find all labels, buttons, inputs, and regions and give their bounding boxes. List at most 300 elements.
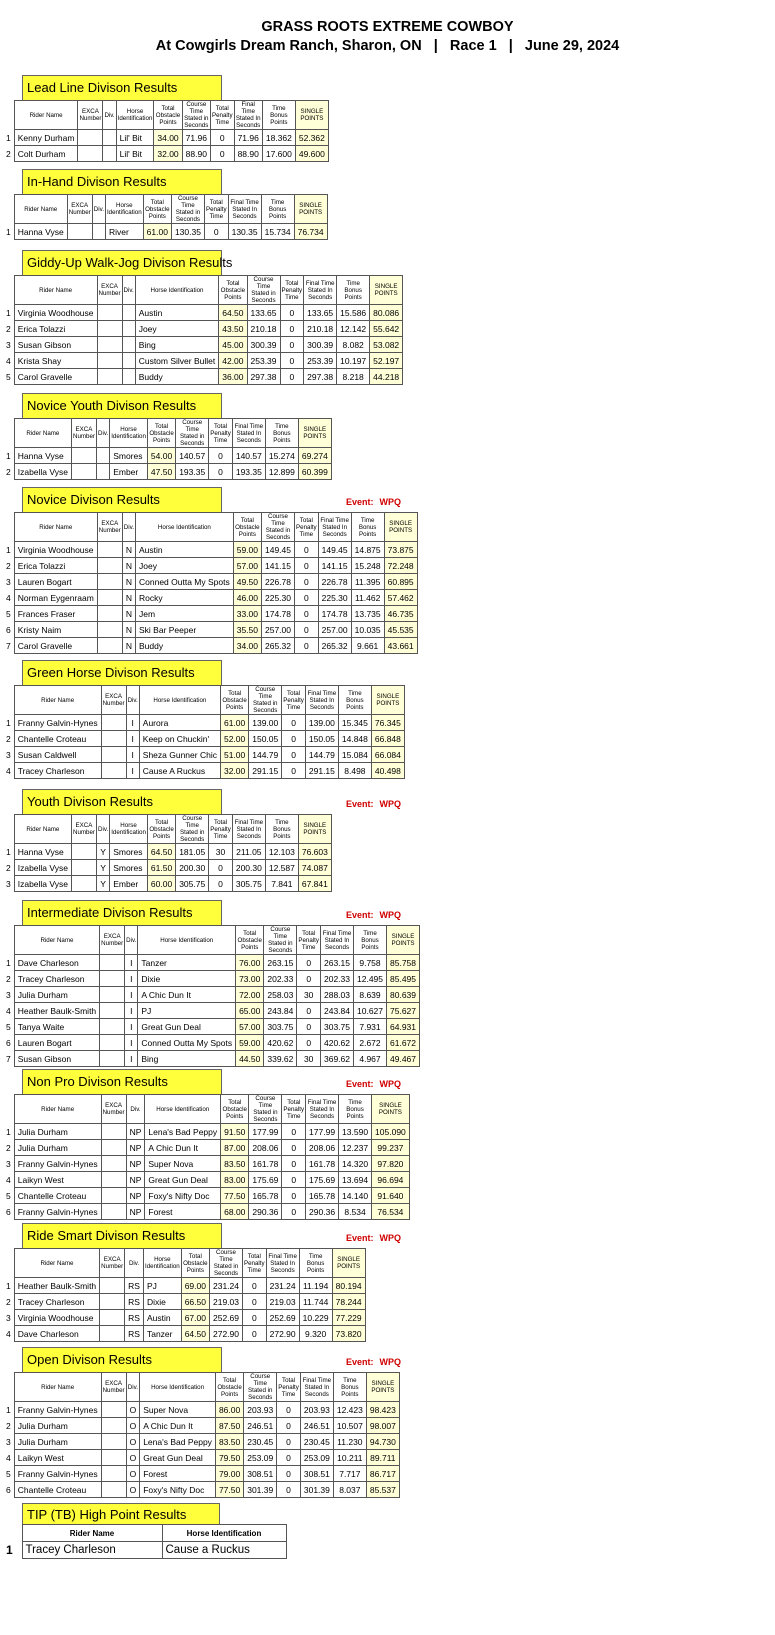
place-cell: 3 <box>6 1436 11 1447</box>
single-cell: 105.090 <box>372 1124 410 1140</box>
obstacle-cell: 61.00 <box>220 715 248 731</box>
header-exca: EXCA Number <box>101 1095 126 1124</box>
penalty-cell: 0 <box>209 876 233 892</box>
single-cell: 73.875 <box>384 542 417 558</box>
bonus-cell: 12.103 <box>265 844 298 860</box>
table-row <box>6 1204 409 1220</box>
table-row <box>6 1326 365 1342</box>
rider-cell: Chantelle Croteau <box>14 1188 101 1204</box>
header-final: Final Time Stated In Seconds <box>228 195 261 224</box>
division-table <box>6 1094 410 1220</box>
exca-cell <box>97 638 122 654</box>
horse-cell: Austin <box>135 305 219 321</box>
header-course: Course Time Stated in Seconds <box>244 1373 277 1402</box>
header-bonus: Time Bonus Points <box>333 1373 366 1402</box>
single-cell: 72.248 <box>384 558 417 574</box>
header-rider: Rider Name <box>14 276 97 305</box>
exca-cell <box>97 305 122 321</box>
single-cell: 98.423 <box>366 1402 399 1418</box>
header-exca: EXCA Number <box>78 101 103 130</box>
obstacle-cell: 36.00 <box>219 369 247 385</box>
rider-cell: Hanna Vyse <box>14 844 71 860</box>
table-header-row <box>6 926 420 955</box>
bonus-cell: 12.142 <box>337 321 370 337</box>
course-cell: 208.06 <box>249 1140 282 1156</box>
bonus-cell: 15.274 <box>265 448 298 464</box>
final-cell: 193.35 <box>232 464 265 480</box>
final-cell: 144.79 <box>305 747 338 763</box>
header-obstacle: Total Obstacle Points <box>154 101 182 130</box>
bonus-cell: 8.037 <box>333 1482 366 1498</box>
final-cell: 175.69 <box>306 1172 339 1188</box>
penalty-cell: 0 <box>282 747 306 763</box>
penalty-cell: 0 <box>242 1310 266 1326</box>
place-cell: 1 <box>6 307 11 318</box>
header-div: Div. <box>122 276 135 305</box>
rider-cell: Carol Gravelle <box>14 369 97 385</box>
header-obstacle: Total Obstacle Points <box>221 1095 249 1124</box>
bonus-cell: 10.229 <box>299 1310 332 1326</box>
rider-cell: Julia Durham <box>14 1124 101 1140</box>
bonus-cell: 13.735 <box>351 606 384 622</box>
bonus-cell: 15.345 <box>338 715 371 731</box>
rider-cell: Julia Durham <box>14 1434 101 1450</box>
bonus-cell: 15.586 <box>337 305 370 321</box>
rider-cell: Susan Gibson <box>14 337 97 353</box>
exca-cell <box>67 224 92 240</box>
bonus-cell: 13.590 <box>339 1124 372 1140</box>
rider-cell: Izabella Vyse <box>14 860 71 876</box>
div-cell: O <box>126 1482 140 1498</box>
penalty-cell: 0 <box>297 955 321 971</box>
header-div: Div. <box>103 101 116 130</box>
header-penalty: Total Penalty Time <box>277 1373 301 1402</box>
single-cell: 40.498 <box>371 763 404 779</box>
table-row <box>6 1278 365 1294</box>
obstacle-cell: 87.50 <box>215 1418 243 1434</box>
header-obstacle: Total Obstacle Points <box>147 815 175 844</box>
header-penalty: Total Penalty Time <box>210 101 234 130</box>
event-value: WPQ <box>379 910 402 920</box>
table-row <box>6 1418 399 1434</box>
single-cell: 46.735 <box>384 606 417 622</box>
div-cell: N <box>122 590 135 606</box>
div-cell: I <box>125 1035 138 1051</box>
bonus-cell: 17.600 <box>262 146 295 162</box>
exca-cell <box>78 130 103 146</box>
place-cell: 3 <box>6 989 11 1000</box>
event-label: Event: <box>346 497 374 507</box>
penalty-cell: 0 <box>282 731 306 747</box>
single-cell: 76.534 <box>372 1204 410 1220</box>
single-cell: 43.661 <box>384 638 417 654</box>
table-header-row <box>6 686 404 715</box>
course-cell: 193.35 <box>176 464 209 480</box>
horse-cell: Lena's Bad Peppy <box>145 1124 221 1140</box>
event-value: WPQ <box>379 497 402 507</box>
place-cell: 2 <box>6 560 11 571</box>
course-cell: 139.00 <box>249 715 282 731</box>
div-cell: Y <box>96 860 109 876</box>
horse-cell: Austin <box>136 542 234 558</box>
event-tag <box>346 1233 401 1243</box>
header-obstacle: Total Obstacle Points <box>143 195 171 224</box>
place-header <box>6 815 14 844</box>
table-row <box>6 1172 409 1188</box>
bonus-cell: 12.495 <box>354 971 387 987</box>
division-table <box>6 814 332 892</box>
header-div: Div. <box>96 419 109 448</box>
div-cell <box>122 337 135 353</box>
final-cell: 231.24 <box>266 1278 299 1294</box>
div-cell: NP <box>126 1204 145 1220</box>
place-cell: 2 <box>6 1142 11 1153</box>
rider-cell: Hanna Vyse <box>14 448 71 464</box>
header-rider: Rider Name <box>14 686 101 715</box>
obstacle-cell: 87.00 <box>221 1140 249 1156</box>
place-cell: 1 <box>6 846 11 857</box>
table-header-row <box>6 195 327 224</box>
horse-cell: Aurora <box>139 715 220 731</box>
course-cell: 290.36 <box>249 1204 282 1220</box>
final-cell: 71.96 <box>234 130 262 146</box>
header-div: Div. <box>125 926 138 955</box>
horse-cell: Ski Bar Peeper <box>136 622 234 638</box>
final-cell: 305.75 <box>232 876 265 892</box>
table-row <box>6 542 417 558</box>
obstacle-cell: 79.50 <box>215 1450 243 1466</box>
tip-rider: Tracey Charleson <box>22 1542 162 1559</box>
header-penalty: Total Penalty Time <box>295 513 319 542</box>
header-horse: Horse Identification <box>138 926 236 955</box>
single-cell: 91.640 <box>372 1188 410 1204</box>
div-cell <box>122 353 135 369</box>
header-exca: EXCA Number <box>71 419 96 448</box>
place-cell: 3 <box>6 749 11 760</box>
header-course: Course Time Stated in Seconds <box>184 101 209 129</box>
table-header-row <box>6 513 417 542</box>
event-label: Event: <box>346 1357 374 1367</box>
exca-cell <box>101 1466 126 1482</box>
horse-cell: Tanzer <box>138 955 236 971</box>
bonus-cell: 4.967 <box>354 1051 387 1067</box>
header-div: Div. <box>92 195 105 224</box>
final-cell: 300.39 <box>304 337 337 353</box>
course-cell: 253.39 <box>247 353 280 369</box>
header-single: SINGLE POINTS <box>294 195 327 224</box>
place-cell: 5 <box>6 1021 11 1032</box>
obstacle-cell: 72.00 <box>236 987 264 1003</box>
exca-cell <box>97 542 122 558</box>
header-bonus: Time Bonus Points <box>265 815 298 844</box>
final-cell: 290.36 <box>306 1204 339 1220</box>
horse-cell: Joey <box>135 321 219 337</box>
obstacle-cell: 83.00 <box>221 1172 249 1188</box>
table-row <box>6 876 331 892</box>
obstacle-cell: 59.00 <box>236 1035 264 1051</box>
horse-cell: Sheza Gunner Chic <box>139 747 220 763</box>
obstacle-cell: 69.00 <box>181 1278 209 1294</box>
single-cell: 49.467 <box>387 1051 420 1067</box>
event-value: WPQ <box>379 799 402 809</box>
final-cell: 211.05 <box>232 844 265 860</box>
course-cell: 149.45 <box>262 542 295 558</box>
final-cell: 200.30 <box>232 860 265 876</box>
div-cell: I <box>126 731 139 747</box>
division-title: Novice Divison Results <box>22 487 222 513</box>
rider-cell: Hanna Vyse <box>14 224 67 240</box>
single-cell: 76.734 <box>294 224 327 240</box>
bonus-cell: 12.423 <box>333 1402 366 1418</box>
course-cell: 181.05 <box>176 844 209 860</box>
exca-cell <box>100 1326 125 1342</box>
division-table <box>6 418 332 480</box>
division-table <box>6 512 418 654</box>
exca-cell <box>101 1188 126 1204</box>
single-cell: 78.244 <box>332 1294 365 1310</box>
place-cell: 2 <box>6 1296 11 1307</box>
division-title: Non Pro Divison Results <box>22 1069 222 1095</box>
final-cell: 253.09 <box>300 1450 333 1466</box>
table-row <box>6 1434 399 1450</box>
single-cell: 76.345 <box>371 715 404 731</box>
obstacle-cell: 86.00 <box>215 1402 243 1418</box>
event-tag <box>346 799 401 809</box>
penalty-cell: 0 <box>282 1156 306 1172</box>
horse-cell: A Chic Dun It <box>138 987 236 1003</box>
exca-cell <box>71 860 96 876</box>
exca-cell <box>97 337 122 353</box>
header-bonus: Time Bonus Points <box>265 419 298 448</box>
penalty-cell: 0 <box>242 1278 266 1294</box>
penalty-cell: 0 <box>209 448 233 464</box>
exca-cell <box>97 574 122 590</box>
place-cell: 5 <box>6 608 11 619</box>
exca-cell <box>101 1204 126 1220</box>
final-cell: 252.69 <box>266 1310 299 1326</box>
table-row <box>6 606 417 622</box>
bonus-cell: 12.587 <box>265 860 298 876</box>
div-cell: Y <box>96 844 109 860</box>
division-table <box>6 1248 366 1342</box>
tip-header-row <box>6 1525 286 1542</box>
div-cell: N <box>122 606 135 622</box>
final-cell: 272.90 <box>266 1326 299 1342</box>
header-bonus: Time Bonus Points <box>299 1249 332 1278</box>
place-cell: 2 <box>6 148 11 159</box>
div-cell: NP <box>126 1156 145 1172</box>
header-rider: Rider Name <box>14 1249 99 1278</box>
course-cell: 253.09 <box>244 1450 277 1466</box>
header-obstacle: Total Obstacle Points <box>233 513 261 542</box>
obstacle-cell: 43.50 <box>219 321 247 337</box>
exca-cell <box>97 606 122 622</box>
header-single: SINGLE POINTS <box>387 926 420 955</box>
final-cell: 202.33 <box>321 971 354 987</box>
header-course: Course Time Stated in Seconds <box>247 276 280 305</box>
header-obstacle: Total Obstacle Points <box>236 926 264 955</box>
obstacle-cell: 47.50 <box>147 464 175 480</box>
course-cell: 174.78 <box>262 606 295 622</box>
final-cell: 230.45 <box>300 1434 333 1450</box>
table-row <box>6 622 417 638</box>
final-cell: 165.78 <box>306 1188 339 1204</box>
single-cell: 85.758 <box>387 955 420 971</box>
div-cell: I <box>125 987 138 1003</box>
final-cell: 88.90 <box>234 146 262 162</box>
header-course: Course Time Stated in Seconds <box>171 195 204 224</box>
table-row <box>6 321 403 337</box>
obstacle-cell: 66.50 <box>181 1294 209 1310</box>
penalty-cell: 0 <box>295 590 319 606</box>
single-cell: 76.603 <box>298 844 331 860</box>
tip-horse-header: Horse Identification <box>162 1525 286 1542</box>
header-final: Final Time Stated In Seconds <box>232 815 265 844</box>
table-row <box>6 763 404 779</box>
tip-place: 1 <box>6 1543 13 1557</box>
header-final: Final Time Stated In Seconds <box>321 926 354 955</box>
obstacle-cell: 42.00 <box>219 353 247 369</box>
bonus-cell: 14.848 <box>338 731 371 747</box>
obstacle-cell: 34.00 <box>154 130 182 146</box>
tip-results-table <box>6 1524 287 1559</box>
exca-cell <box>101 1482 126 1498</box>
place-cell: 4 <box>6 1452 11 1463</box>
bonus-cell: 10.507 <box>333 1418 366 1434</box>
obstacle-cell: 32.00 <box>220 763 248 779</box>
place-header <box>6 926 14 955</box>
header-course: Course Time Stated in Seconds <box>249 686 282 715</box>
bonus-cell: 8.498 <box>338 763 371 779</box>
rider-cell: Dave Charleson <box>14 1326 99 1342</box>
header-exca: EXCA Number <box>101 1373 126 1402</box>
table-row <box>6 844 331 860</box>
header-rider: Rider Name <box>14 1095 101 1124</box>
rider-cell: Frances Fraser <box>14 606 97 622</box>
obstacle-cell: 59.00 <box>233 542 261 558</box>
final-cell: 203.93 <box>300 1402 333 1418</box>
header-horse: Horse Identification <box>116 101 154 130</box>
place-cell: 1 <box>6 544 11 555</box>
rider-cell: Kristy Naim <box>14 622 97 638</box>
penalty-cell: 0 <box>209 464 233 480</box>
horse-cell: Lil' Bit <box>116 130 154 146</box>
header-exca: EXCA Number <box>97 276 122 305</box>
course-cell: 202.33 <box>264 971 297 987</box>
rider-cell: Virginia Woodhouse <box>14 542 97 558</box>
header-obstacle: Total Obstacle Points <box>181 1249 209 1278</box>
div-cell: O <box>126 1418 140 1434</box>
final-cell: 149.45 <box>318 542 351 558</box>
div-cell: O <box>126 1434 140 1450</box>
bonus-cell: 11.230 <box>333 1434 366 1450</box>
header-penalty: Total Penalty Time <box>280 276 304 305</box>
final-cell: 265.32 <box>318 638 351 654</box>
final-cell: 297.38 <box>304 369 337 385</box>
obstacle-cell: 34.00 <box>233 638 261 654</box>
bonus-cell: 11.395 <box>351 574 384 590</box>
horse-cell: Buddy <box>136 638 234 654</box>
table-row <box>6 1051 420 1067</box>
course-cell: 165.78 <box>249 1188 282 1204</box>
single-cell: 94.730 <box>366 1434 399 1450</box>
course-cell: 291.15 <box>249 763 282 779</box>
place-cell: 4 <box>6 765 11 776</box>
bonus-cell: 11.744 <box>299 1294 332 1310</box>
exca-cell <box>100 955 125 971</box>
header-final: Final Time Stated In Seconds <box>305 686 338 715</box>
table-row <box>6 747 404 763</box>
penalty-cell: 0 <box>295 638 319 654</box>
header-bonus: Time Bonus Points <box>338 686 371 715</box>
horse-cell: Custom Silver Bullet <box>135 353 219 369</box>
table-header-row <box>6 1095 409 1124</box>
div-cell: N <box>122 574 135 590</box>
exca-cell <box>97 590 122 606</box>
single-cell: 49.600 <box>295 146 328 162</box>
penalty-cell: 0 <box>295 606 319 622</box>
exca-cell <box>101 1140 126 1156</box>
course-cell: 339.62 <box>264 1051 297 1067</box>
div-cell: N <box>122 542 135 558</box>
exca-cell <box>100 1003 125 1019</box>
bonus-cell: 11.462 <box>351 590 384 606</box>
bonus-cell: 14.875 <box>351 542 384 558</box>
single-cell: 80.086 <box>370 305 403 321</box>
horse-cell: A Chic Dun It <box>140 1418 216 1434</box>
final-cell: 226.78 <box>318 574 351 590</box>
penalty-cell: 0 <box>210 146 234 162</box>
single-cell: 67.841 <box>298 876 331 892</box>
header-penalty: Total Penalty Time <box>242 1249 266 1278</box>
table-row <box>6 1402 399 1418</box>
horse-cell: Forest <box>145 1204 221 1220</box>
single-cell: 85.495 <box>387 971 420 987</box>
course-cell: 265.32 <box>262 638 295 654</box>
header-obstacle: Total Obstacle Points <box>219 276 247 305</box>
table-row <box>6 1140 409 1156</box>
obstacle-cell: 57.00 <box>233 558 261 574</box>
div-cell: I <box>126 747 139 763</box>
header-single: SINGLE POINTS <box>366 1373 399 1402</box>
place-header <box>6 513 14 542</box>
table-row <box>6 971 420 987</box>
obstacle-cell: 44.50 <box>236 1051 264 1067</box>
exca-cell <box>97 353 122 369</box>
bonus-cell: 8.218 <box>337 369 370 385</box>
header-single: SINGLE POINTS <box>298 419 331 448</box>
exca-cell <box>100 1019 125 1035</box>
event-value: WPQ <box>379 1233 402 1243</box>
div-cell: O <box>126 1466 140 1482</box>
table-row <box>6 448 331 464</box>
obstacle-cell: 54.00 <box>147 448 175 464</box>
header-single: SINGLE POINTS <box>371 686 404 715</box>
div-cell: I <box>125 971 138 987</box>
exca-cell <box>100 1310 125 1326</box>
penalty-cell: 0 <box>280 321 304 337</box>
rider-cell: Tanya Waite <box>14 1019 99 1035</box>
rider-cell: Chantelle Croteau <box>14 1482 101 1498</box>
final-cell: 369.62 <box>321 1051 354 1067</box>
rider-cell: Julia Durham <box>14 1418 101 1434</box>
header-final: Final Time Stated In Seconds <box>235 101 261 129</box>
single-cell: 85.537 <box>366 1482 399 1498</box>
tip-section-title: TIP (TB) High Point Results <box>22 1503 220 1525</box>
div-cell: RS <box>125 1294 144 1310</box>
final-cell: 133.65 <box>304 305 337 321</box>
div-cell: N <box>122 558 135 574</box>
